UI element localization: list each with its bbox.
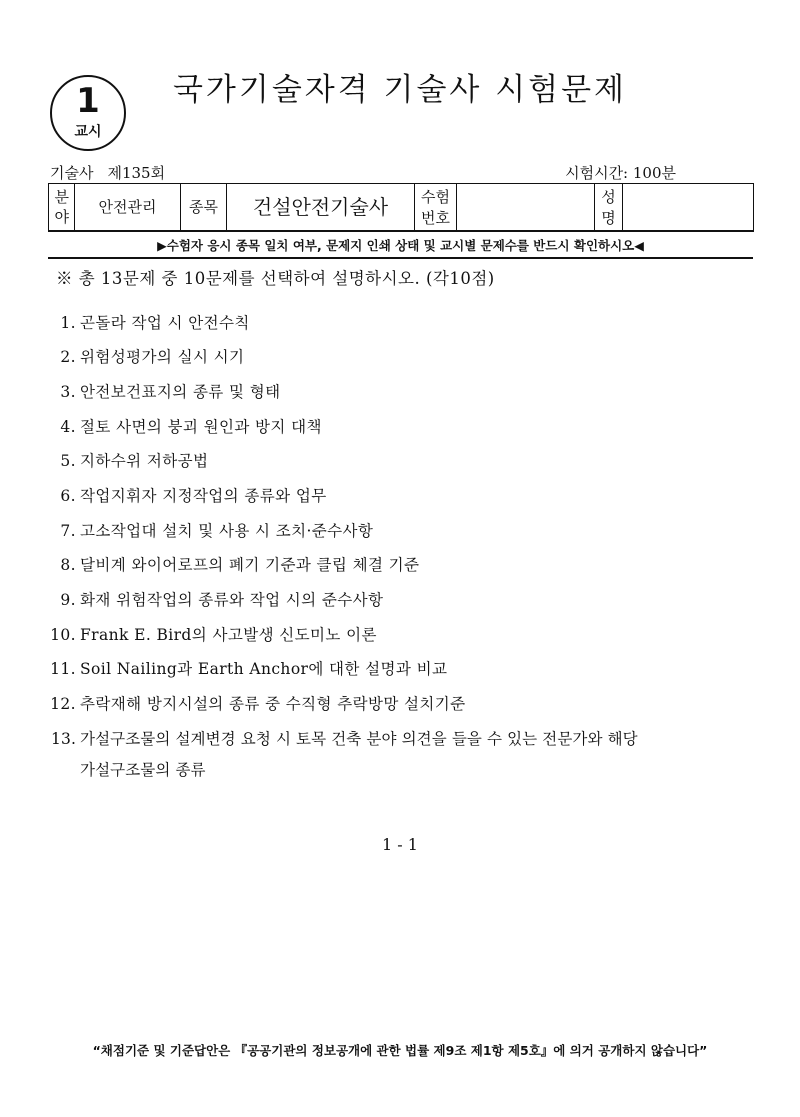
instruction: ※ 총 13문제 중 10문제를 선택하여 설명하시오. (각10점): [56, 269, 495, 288]
question-item: [48, 728, 758, 781]
field-label: 분야: [54, 188, 69, 226]
question-text: 안전보건표지의 종류 및 형태: [80, 383, 281, 401]
exam-number-label-cell: [415, 184, 457, 232]
question-text: 절토 사면의 붕괴 원인과 방지 대책: [80, 418, 322, 436]
page-title: 국가기술자격 기술사 시험문제: [172, 72, 627, 108]
item-label: 종목: [181, 184, 227, 232]
question-text-continued: 가설구조물의 종류: [80, 761, 206, 779]
name-label-2: 명: [601, 208, 616, 227]
notice: ▶수험자 응시 종목 일치 여부, 문제지 인쇄 상태 및 교시별 문제수를 반드시 확인하시오◀: [157, 238, 644, 253]
question-text: Soil Nailing과 Earth Anchor에 대한 설명과 비교: [80, 660, 448, 678]
question-number: 9.: [60, 591, 76, 609]
question-item: [48, 589, 758, 611]
question-item: [48, 346, 758, 368]
name-field[interactable]: [623, 184, 754, 232]
name-label-1: 성: [601, 187, 616, 206]
exam-round: 제135회: [107, 164, 166, 182]
question-number: 1.: [60, 314, 76, 332]
question-text: Frank E. Bird의 사고발생 신도미노 이론: [80, 626, 377, 644]
question-number: 5.: [60, 452, 76, 470]
question-item: [48, 624, 758, 646]
question-item: [48, 312, 758, 334]
field-value: 안전관리: [75, 184, 181, 232]
question-text: 위험성평가의 실시 시기: [80, 348, 245, 366]
question-number: 13.: [51, 730, 76, 748]
session-number: 1: [76, 81, 100, 121]
divider: [48, 257, 753, 259]
question-number: 10.: [50, 626, 76, 644]
exam-number-label-1: 수험: [421, 187, 450, 206]
question-item: [48, 485, 758, 507]
question-text: 화재 위험작업의 종류와 작업 시의 준수사항: [80, 591, 384, 609]
question-text: 추락재해 방지시설의 종류 중 수직형 추락방망 설치기준: [80, 695, 466, 713]
question-text: 작업지휘자 지정작업의 종류와 업무: [80, 487, 327, 505]
question-text: 지하수위 저하공법: [80, 452, 209, 470]
question-number: 7.: [60, 522, 76, 540]
question-item: [48, 381, 758, 403]
question-number: 8.: [60, 556, 76, 574]
field-label-cell: [49, 184, 75, 232]
divider: [48, 230, 753, 232]
exam-info-table: [48, 183, 754, 232]
footer-note: “채점기준 및 기준답안은 『공공기관의 정보공개에 관한 법률 제9조 제1항 제5호』에 의거 공개하지 않습니다”: [92, 1043, 708, 1058]
question-item: [48, 693, 758, 715]
question-item: [48, 416, 758, 438]
exam-time: 시험시간: 100분: [565, 164, 676, 182]
question-number: 11.: [50, 660, 76, 678]
question-number: 4.: [60, 418, 76, 436]
page-number: 1 - 1: [382, 835, 418, 854]
session-badge: [50, 75, 126, 151]
question-item: [48, 554, 758, 576]
exam-meta: [50, 163, 165, 183]
question-item: [48, 658, 758, 680]
question-text: 달비계 와이어로프의 폐기 기준과 클립 체결 기준: [80, 556, 420, 574]
question-number: 12.: [50, 695, 76, 713]
exam-number-label-2: 번호: [421, 208, 450, 227]
question-number: 6.: [60, 487, 76, 505]
name-label-cell: [595, 184, 623, 232]
question-number: 3.: [60, 383, 76, 401]
question-item: [48, 520, 758, 542]
question-text: 가설구조물의 설계변경 요청 시 토목 건축 분야 의견을 들을 수 있는 전문가와 해당: [80, 730, 638, 748]
question-text: 곤돌라 작업 시 안전수칙: [80, 314, 250, 332]
exam-number-field[interactable]: [457, 184, 595, 232]
question-number: 2.: [60, 348, 76, 366]
session-label: 교시: [74, 124, 102, 140]
exam-category: 기술사: [50, 164, 94, 182]
question-text: 고소작업대 설치 및 사용 시 조치·준수사항: [80, 522, 374, 540]
item-value: 건설안전기술사: [227, 184, 415, 232]
question-item: [48, 450, 758, 472]
